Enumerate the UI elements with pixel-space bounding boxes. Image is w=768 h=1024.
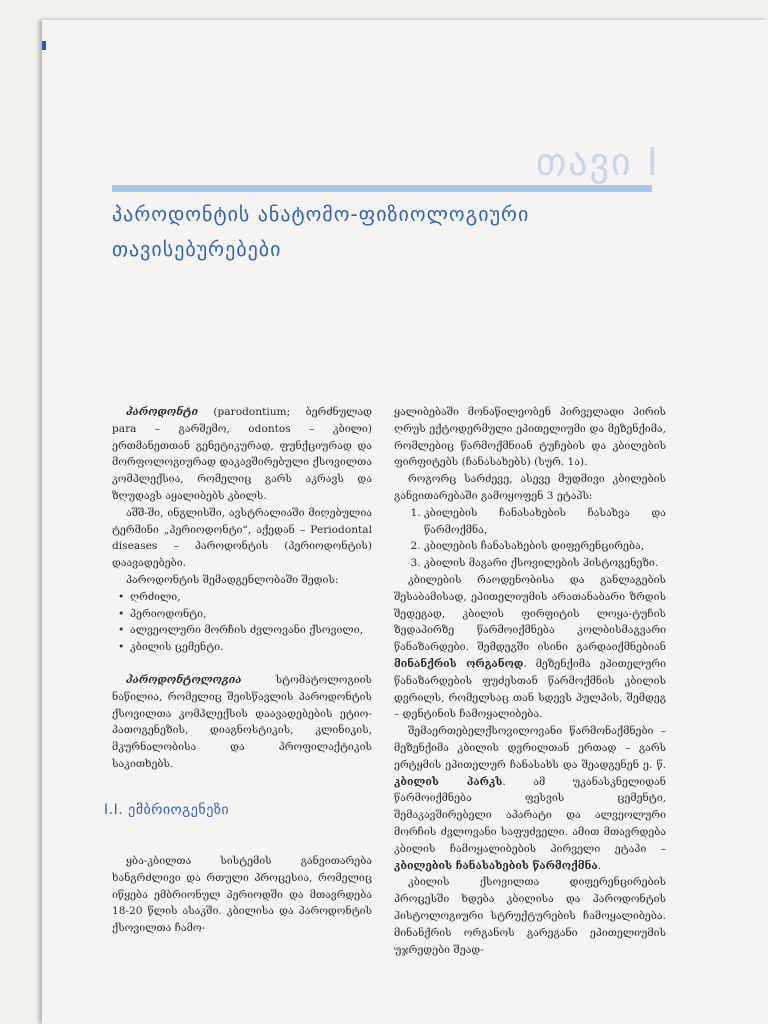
term-parodont: პაროდონტი bbox=[126, 406, 198, 418]
chapter-title-rule bbox=[112, 185, 652, 192]
list-item: 3. კბილის მაგარი ქსოვილების ჰისტოგენეზი. bbox=[424, 555, 666, 572]
right-column bbox=[394, 404, 666, 958]
list-item: 1. კბილების ჩანასახების ჩასახვა და წარმოქმნა, bbox=[424, 505, 666, 539]
composition-lead: პაროდონტის შემადგენლობაში შედის: bbox=[126, 573, 339, 586]
composition-list bbox=[112, 589, 372, 656]
continuation-paragraph: ყალიბებაში მონაწილეობენ პირველადი პირის ღრუს ექტოდერმული ეპითელიუმი და მეზენქიმა, რომლებიც წარმოქმნიან ტუჩების და კბილების ფირფიტებს (ჩანასახებს) (სურ. 1ა). bbox=[394, 406, 666, 469]
list-item: • ღრძილი, bbox=[130, 589, 372, 606]
list-item: • კბილის ცემენტი. bbox=[130, 639, 372, 656]
intro-paragraph: პაროდონტი (parodontium; ბერძნულად para – გარშემო, odontos – კბილი) ერთმანეთთან გენეტიკურად, ფუნქციურად და მორფოლოგიურად დაკავშირებული ქსოვილთა კომპლექსია, რომელიც გარს აკრავს და ზღუდავს აყალიბებს კბილს. bbox=[112, 406, 372, 502]
tooth-sac-paragraph: შემაერთებელქსოვილოვანი წარმონაქმნები – მეზენქიმა კბილის დვრილთან ერთად – გარს ერტყმის ეპითელურ ჩანასახს და შეადგენენ ე. წ. კბილის პარკს. ამ უკანასკნელიდან წარმოიქმნება ფესვის ცემენტი, შემაკავშირებელი აპარატი და ალვეოლური მორჩის ძვლოვანი საფუძველი. ამით მთავრდება კბილის ჩამოყალიბების პირველი ეტაპი – კბილების ჩანასახების წარმოქმნა. bbox=[394, 725, 666, 872]
parodontology-paragraph: პაროდონტოლოგია სტომატოლოგიის ნაწილია, რომელიც შეისწავლის პაროდონტის ქსოვილთა კომპლექსის დაავადებების ეტიო-პათოგენეზის, დიაგნოსტიკის, კლინიკის, მკურნალობისა და პროფილაქტიკის საკითხებს. bbox=[112, 673, 372, 770]
chapter-number: თავი I bbox=[535, 140, 660, 184]
chapter-title: პაროდონტის ანატომო-ფიზიოლოგიური თავისებურებები bbox=[112, 202, 530, 261]
term-parodontology: პაროდონტოლოგია bbox=[126, 673, 242, 686]
list-item: • ალვეოლური მორჩის ძვლოვანი ქსოვილი, bbox=[130, 622, 372, 639]
section-heading: I.I. ემბრიოგენეზი bbox=[104, 802, 230, 818]
page-corner-mark bbox=[42, 41, 46, 50]
left-column bbox=[112, 404, 372, 773]
terminology-paragraph: აშშ-ში, ინგლისში, ავსტრალიაში მიღებულია ტერმინი „პერიოდონტი“, აქედან – Periodontal diseases – პაროდონტის (პერიოდონტის) დაავადებები. bbox=[112, 506, 372, 570]
stages-lead: როგორც სარძევე, ასევე მუდმივი კბილების განვითარებაში გამოყოფენ 3 ეტაპს: bbox=[394, 473, 666, 502]
term-enamel-organ: მინანქრის ორგანოდ bbox=[394, 657, 524, 670]
term-tooth-sac: კბილის პარკს bbox=[394, 775, 503, 788]
stages-list bbox=[394, 505, 666, 572]
list-item: 2. კბილების ჩანასახების დიფერენცირება, bbox=[424, 538, 666, 555]
enamel-organ-paragraph: კბილების რაოდენობისა და განლაგების შესაბამისად, ეპითელიუმის არათანაბარი ზრდის შედეგად, კბილის ფირფიტის ლოყა-ტუჩის ზედაპირზე წარმოიქმნება კოლბისმაგვარი წანაზარდები. შემდეგში ისინი გარდაიქმნებიან მინანქრის ორგანოდ. მეზენქიმა ეპითელური წანაზარდების ფუძესთან წარმოქმნის კბილის დვრილს, რომელსაც თან სდევს პულპის, შემდეგ – დენტინის ჩამოყალიბება. bbox=[394, 573, 667, 721]
embryogenesis-text bbox=[112, 853, 372, 937]
differentiation-paragraph: კბილის ქსოვილთა დიფერენცირების პროცესში ხდება კბილისა და პაროდონტის ჰისტოლოგიური სტრუქტურების ჩამოყალიბება. მინანქრის ორგანოს გარეგანი ეპითელიუმის უჯრედები შეად- bbox=[394, 876, 666, 956]
term-germ-formation: კბილების ჩანასახების წარმოქმნა bbox=[394, 859, 598, 872]
embryogenesis-paragraph: ყბა-კბილთა სისტემის განვითარება ხანგრძლივი და რთული პროცესია, რომელიც იწყება ემბრიონულ პერიოდში და მთავრდება 18-20 წლის ასაკში. კბილისა და პაროდონტის ქსოვილთა ჩამო- bbox=[112, 855, 372, 935]
list-item: • პერიოდონტი, bbox=[130, 606, 372, 623]
